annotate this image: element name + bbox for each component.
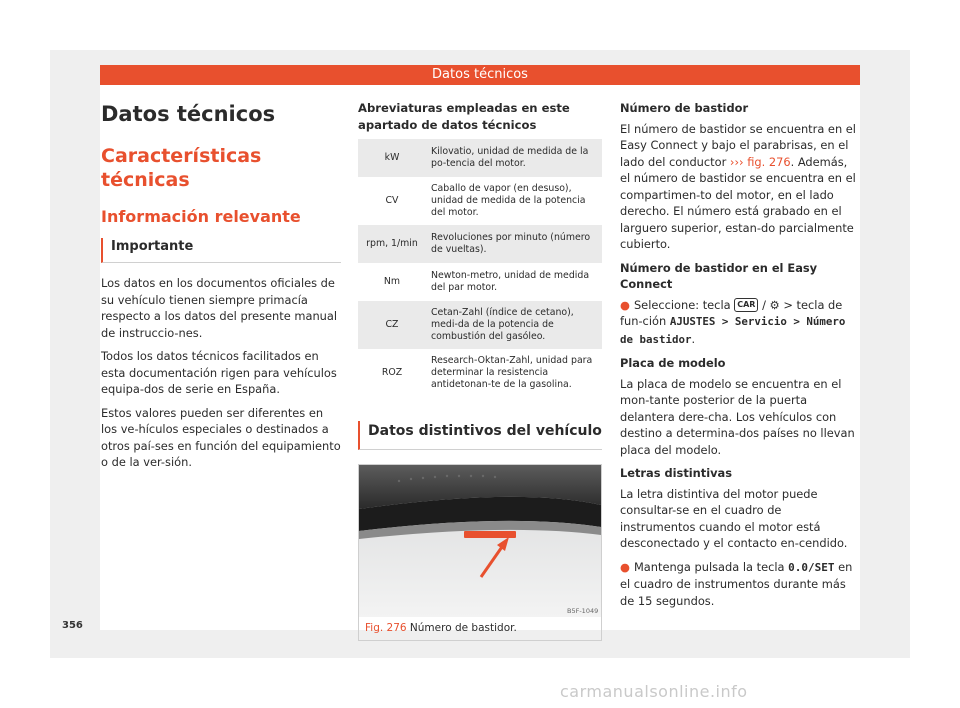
table-row: [358, 349, 602, 397]
watermark: carmanualsonline.info: [560, 682, 748, 701]
chapter-title: Datos técnicos: [101, 102, 276, 126]
table-row: [358, 139, 602, 177]
abbr-key: Nm: [358, 263, 426, 301]
easy-connect-instruction: [620, 297, 860, 349]
column-middle: [358, 100, 602, 641]
vin-easy-connect-heading: Número de bastidor en el Easy Connect: [620, 260, 818, 291]
instruction-text: Mantenga pulsada la tecla: [633, 559, 785, 574]
abbr-key: ROZ: [358, 349, 426, 397]
figure-276: [358, 464, 602, 641]
instruction-text: en el cuadro de instrumentos durante más de 15 segundos.: [620, 559, 853, 608]
model-plate-paragraph: La placa de modelo se encuentra en el mon-tante posterior de la puerta delantera dere-cha. Los vehículos con destino a determina-dos países no llevan placa del modelo.: [620, 376, 855, 457]
table-row: [358, 301, 602, 349]
vin-heading: Número de bastidor: [620, 101, 749, 115]
important-heading: Importante: [101, 238, 341, 263]
vin-plate: [464, 531, 516, 538]
vin-text-1: El número de bastidor se encuentra en el Easy Connect y bajo el parabrisas, en el lado del conductor: [620, 121, 856, 169]
table-row: [358, 263, 602, 301]
vin-text-2: . Además, el número de bastidor se encuentra en el compartimen-to del motor, en el lado derecho. El número está grabado en el larguero superior, estan-do parcialmente cubierto.: [620, 154, 856, 251]
paragraph: Todos los datos técnicos facilitados en esta documentación rigen para vehículos equipa-dos de serie en España.: [101, 349, 337, 396]
abbr-desc: Newton-metro, unidad de medida del par motor.: [426, 263, 602, 301]
abbr-key: rpm, 1/min: [358, 225, 426, 263]
section-title: Características técnicas: [101, 145, 262, 191]
paragraph: Estos valores pueden ser diferentes en los ve-hículos especiales o destinados a otros paí-ses en función del equipamiento o de la ver-sión.: [101, 405, 341, 469]
subsection-title: Información relevante: [101, 207, 301, 226]
engine-letters-heading: Letras distintivas: [620, 466, 733, 480]
instruction-separator: /: [762, 297, 766, 312]
figure-code: B5F-1049: [567, 607, 599, 615]
car-menu-icon: ⚙: [769, 297, 780, 312]
menu-path: AJUSTES > Servicio > Número de bastidor: [620, 315, 846, 346]
model-plate-heading: Placa de modelo: [620, 356, 726, 370]
bullet-icon: ●: [620, 297, 630, 312]
engine-letters-paragraph: La letra distintiva del motor puede consultar-se en el cuadro de instrumentos cuando el motor está desconectado y el contacto en-cendido.: [620, 486, 848, 550]
abbr-desc: Caballo de vapor (en desuso), unidad de medida de la potencia del motor.: [426, 177, 602, 225]
set-key-icon: 0.0/SET: [788, 560, 835, 574]
abbreviations-title: Abreviaturas empleadas en este apartado de datos técnicos: [358, 101, 570, 132]
column-left: [101, 100, 341, 478]
vin-paragraph: [620, 121, 860, 253]
instruction-end: .: [691, 331, 696, 346]
abbr-desc: Kilovatio, unidad de medida de la po-tencia del motor.: [426, 139, 602, 177]
abbr-key: CV: [358, 177, 426, 225]
table-row: [358, 225, 602, 263]
column-right: [620, 100, 860, 616]
instruction-text: Seleccione: tecla: [633, 297, 731, 312]
abbr-key: kW: [358, 139, 426, 177]
bullet-icon: ●: [620, 559, 630, 574]
vehicle-id-section-title: Datos distintivos del vehículo: [358, 421, 602, 450]
hold-key-instruction: [620, 559, 860, 610]
page-number: 356: [62, 620, 83, 631]
figure-caption: [359, 617, 601, 640]
abbr-key: CZ: [358, 301, 426, 349]
figure-caption-text: Número de bastidor.: [409, 622, 517, 634]
abbr-desc: Research-Oktan-Zahl, unidad para determinar la resistencia antidetonan-te de la gasolina.: [426, 349, 602, 397]
running-header: Datos técnicos: [100, 65, 860, 85]
abbr-desc: Revoluciones por minuto (número de vueltas).: [426, 225, 602, 263]
figure-label: Fig. 276: [365, 622, 407, 634]
paragraph: Los datos en los documentos oficiales de su vehículo tienen siempre primacía respecto a los datos del presente manual de instruccio-nes.: [101, 276, 338, 340]
abbreviations-table: [358, 139, 602, 397]
instruction-text: > tecla de fun-ción: [620, 297, 843, 328]
table-row: [358, 177, 602, 225]
figure-reference-link[interactable]: ››› fig. 276: [729, 154, 791, 169]
windshield-vin-illustration: [359, 465, 601, 617]
abbr-desc: Cetan-Zahl (índice de cetano), medi-da de la potencia de combustión del gasóleo.: [426, 301, 602, 349]
car-key-icon: CAR: [734, 298, 758, 312]
